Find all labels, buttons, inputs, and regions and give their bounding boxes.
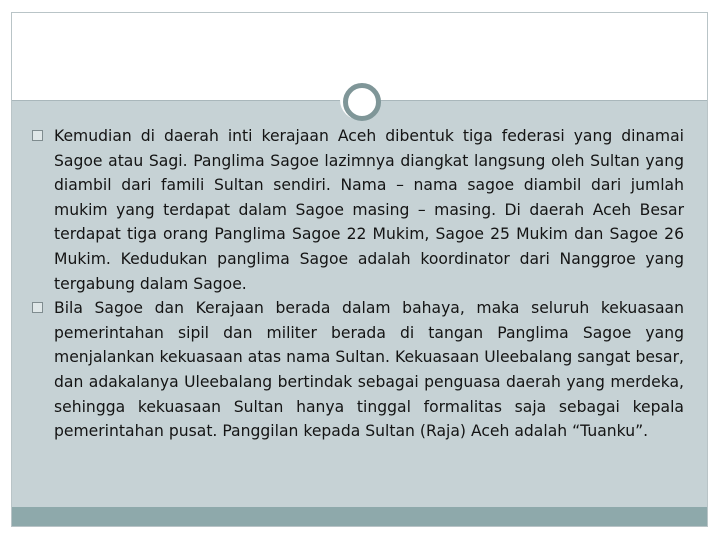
bullet-item-1 (32, 124, 684, 296)
square-bullet-icon (32, 130, 43, 141)
bullet-text-1: Kemudian di daerah inti kerajaan Aceh dibentuk tiga federasi yang dinamai Sagoe atau Sagi. Panglima Sagoe lazimnya diangkat langsung oleh Sultan yang diambil dari famili Sultan sendiri. Nama – nama sagoe diambil dari jumlah mukim yang terdapat dalam Sagoe masing – masing. Di daerah Aceh Besar terdapat tiga orang Panglima Sagoe 22 Mukim, Sagoe 25 Mukim dan Sagoe 26 Mukim. Kedudukan panglima Sagoe adalah koordinator dari Nanggroe yang tergabung dalam Sagoe. (54, 127, 684, 293)
slide-content (32, 124, 684, 444)
ring-icon (343, 83, 381, 121)
slide-footer-bar (12, 507, 707, 526)
square-bullet-icon (32, 302, 43, 313)
bullet-item-2 (32, 296, 684, 444)
bullet-text-2: Bila Sagoe dan Kerajaan berada dalam bahaya, maka seluruh kekuasaan pemerintahan sipil dan militer berada di tangan Panglima Sagoe yang menjalankan kekuasaan atas nama Sultan. Kekuasaan Uleebalang sangat besar, dan adakalanya Uleebalang bertindak sebagai penguasa daerah yang merdeka, sehingga kekuasaan Sultan hanya tinggal formalitas saja sebagai kepala pemerintahan pusat. Panggilan kepada Sultan (Raja) Aceh adalah “Tuanku”. (54, 299, 684, 441)
